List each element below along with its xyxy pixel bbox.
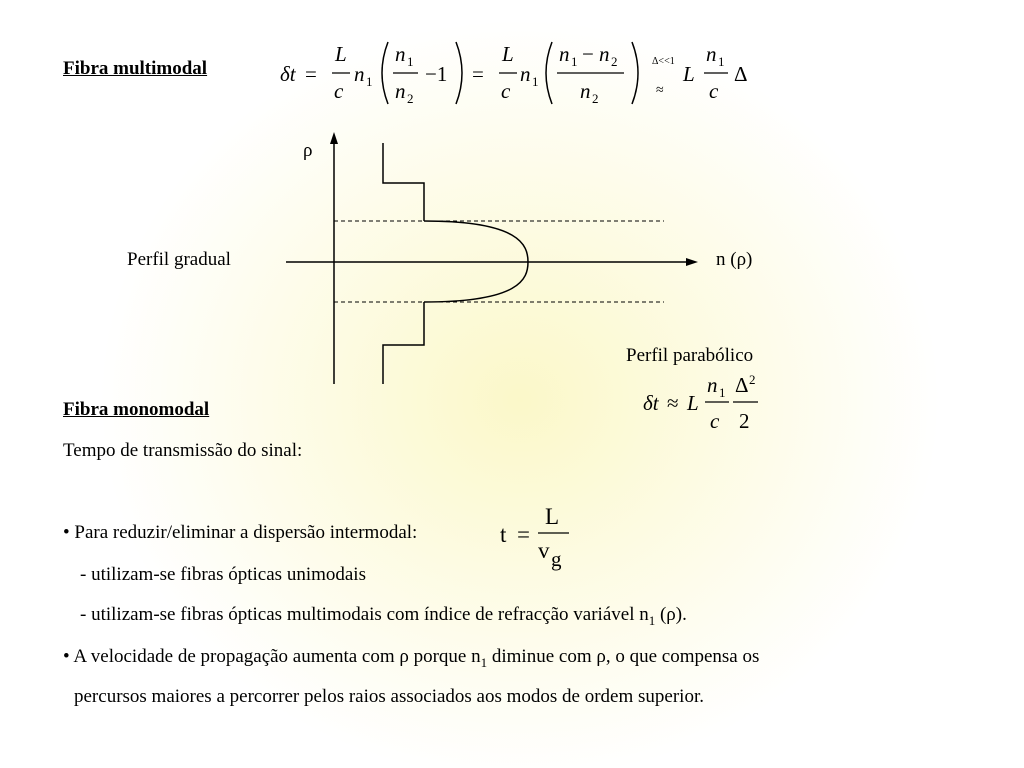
eq3-t: t (500, 522, 507, 547)
eq2-Delta-sup: 2 (749, 372, 756, 387)
eq1-c-1: c (334, 79, 344, 103)
equation-transmission-time (496, 500, 576, 574)
eq2-L: L (687, 391, 699, 415)
eq1-paren-left-2 (546, 42, 552, 104)
eq2-approx: ≈ (667, 391, 679, 415)
dash2-prefix: - utilizam-se fibras ópticas multimodais com índice de refracção variável n (80, 604, 649, 625)
bullet-velocidade-propagacao (63, 646, 759, 674)
eq3-L: L (545, 504, 560, 529)
eq2-two: 2 (739, 409, 750, 433)
eq1-condition: Δ<<1 (652, 56, 675, 67)
eq2-n1-sub: 1 (719, 385, 726, 400)
eq1-n1-num: n (395, 42, 406, 66)
eq1-equals-1: = (305, 62, 317, 86)
eq1-paren-right-2 (632, 42, 638, 104)
eq1-den-n2-sub: 2 (592, 91, 599, 106)
eq1-n1-c: n (706, 42, 717, 66)
eq1-num-n1: n (559, 42, 570, 66)
eq1-paren-left-1 (382, 42, 388, 104)
eq1-L-3: L (683, 62, 695, 86)
eq1-n1-b: n (520, 62, 531, 86)
axis-rho-arrowhead (330, 132, 338, 144)
axis-n-label: n (ρ) (716, 249, 753, 270)
eq2-Delta: Δ (735, 373, 749, 397)
text-tempo-transmissao: Tempo de transmissão do sinal: (63, 440, 303, 461)
eq3-equals: = (517, 522, 530, 547)
eq1-n1-c-sub: 1 (718, 54, 725, 69)
dash2-subscript: 1 (648, 612, 656, 628)
bullet-velocidade-continuation: percursos maiores a percorrer pelos raios associados aos modos de ordem superior. (74, 686, 704, 707)
step-profile-bottom (383, 302, 424, 384)
eq1-n1-a-sub: 1 (366, 74, 373, 89)
axis-rho-label: ρ (303, 140, 313, 161)
eq3-v: v (538, 538, 550, 563)
eq1-n1-a: n (354, 62, 365, 86)
bullet-reduzir-dispersao: • Para reduzir/eliminar a dispersão intermodal: (63, 522, 418, 543)
eq3-g: g (551, 547, 562, 571)
bullet2-suffix: diminue com ρ, o que compensa os (487, 646, 760, 667)
eq1-n2-den-sub: 2 (407, 91, 414, 106)
perfil-parabolico-label: Perfil parabólico (626, 345, 754, 366)
dash2-suffix: (ρ). (655, 604, 687, 625)
eq1-c-2: c (501, 79, 511, 103)
dash-fibras-unimodais: - utilizam-se fibras ópticas unimodais (80, 564, 366, 585)
equation-parabolic-delay (640, 372, 770, 436)
eq1-paren-right-1 (456, 42, 462, 104)
eq1-num-n2-sub: 2 (611, 54, 618, 69)
eq2-delta-t: δt (643, 391, 659, 415)
eq1-n2-den: n (395, 79, 406, 103)
bullet2-prefix: • A velocidade de propagação aumenta com ρ porque n (63, 646, 481, 667)
eq1-c-3: c (709, 79, 719, 103)
eq1-delta-t: δt (280, 62, 296, 86)
eq1-n1-b-sub: 1 (532, 74, 539, 89)
equation-multimodal-delay (276, 36, 766, 110)
eq1-equals-2: = (472, 62, 484, 86)
eq2-n1: n (707, 373, 718, 397)
eq1-L-1: L (335, 42, 347, 66)
eq2-c: c (710, 409, 720, 433)
step-profile-top (383, 143, 424, 221)
eq1-L-2: L (502, 42, 514, 66)
eq1-minus-one: −1 (425, 62, 448, 86)
axis-n-arrowhead (686, 258, 698, 266)
eq1-Delta: Δ (734, 62, 748, 86)
eq1-num-n1-sub: 1 (571, 54, 578, 69)
bullet2-subscript: 1 (480, 654, 488, 670)
parabolic-profile-curve (424, 221, 528, 302)
perfil-gradual-label: Perfil gradual (127, 249, 231, 270)
eq1-n1-num-sub: 1 (407, 54, 414, 69)
eq1-approx: ≈ (656, 83, 664, 98)
eq1-num-n2: n (599, 42, 610, 66)
heading-fibra-monomodal: Fibra monomodal (63, 399, 210, 420)
eq1-den-n2: n (580, 79, 591, 103)
dash-fibras-multimodais (80, 604, 687, 632)
eq1-num-minus: − (582, 42, 594, 66)
heading-fibra-multimodal: Fibra multimodal (63, 58, 208, 79)
